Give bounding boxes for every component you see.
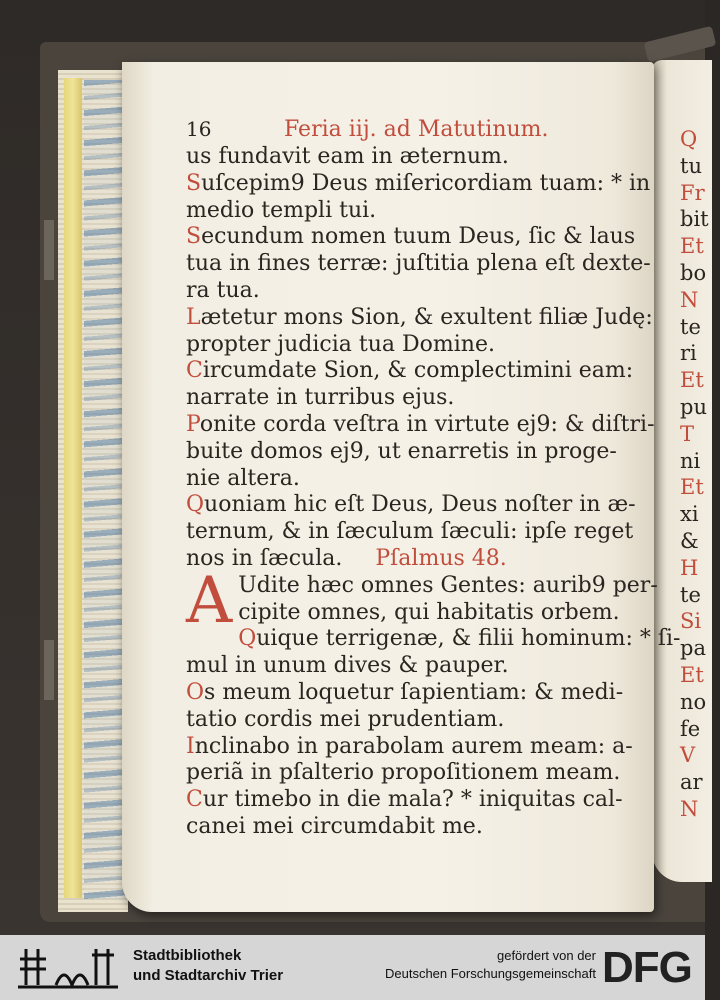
verse-text: uique terrigenæ, & filii hominum: * ſi-: [256, 626, 681, 652]
verse-text: narrate in turribus ejus.: [186, 385, 455, 411]
verse-text: nie altera.: [186, 465, 300, 491]
facing-line-fragment: pa: [680, 636, 706, 661]
library-name-line2: und Stadtarchiv Trier: [133, 967, 284, 984]
verse-line: [186, 787, 656, 814]
facing-line-fragment: V: [680, 743, 696, 768]
verse-line: [186, 412, 656, 439]
verse-text: tatio cordis mei prudentiam.: [186, 706, 505, 732]
verse-line: [186, 466, 656, 493]
facing-line-fragment: H: [680, 555, 699, 580]
verse-line: [186, 251, 656, 278]
library-name-line1: Stadtbibliothek: [133, 947, 242, 964]
verse-line: [186, 439, 656, 466]
verse-line: [186, 707, 656, 734]
verse-text: uſcepim9 Deus miſericordiam tuam: * in: [201, 170, 651, 196]
facing-line-fragment: Si: [680, 609, 702, 634]
facing-line-fragment: Et: [680, 662, 704, 687]
verse-text: ternum, & in ſæculum ſæculi: ipſe reget: [186, 519, 634, 545]
verse-text: periã in pſalterio propoſitionem meam.: [186, 760, 621, 786]
verse-text: medio templi tui.: [186, 197, 377, 223]
facing-line-fragment: Fr: [680, 180, 705, 205]
funding-line2: Deutschen Forschungsgemeinschaft: [384, 966, 596, 981]
verse-line: [186, 171, 656, 198]
verse-text: buite domos ej9, ut enarretis in proge-: [186, 438, 617, 464]
verse-text: canei mei circumdabit me.: [186, 813, 483, 839]
verse-line: [186, 492, 656, 519]
verse-text: ætetur mons Sion, & exultent filiæ Judę:: [200, 304, 653, 330]
verse-line: [186, 734, 656, 761]
verse-text: ur timebo in die mala? * iniquitas cal-: [202, 787, 623, 813]
rubric-initial: P: [186, 411, 200, 437]
verse-text: nos in ſæcula.: [186, 545, 343, 571]
facing-line-fragment: ni: [680, 448, 701, 473]
verse-text: tua in fines terræ: juſtitia plena eſt dexte-: [186, 251, 651, 277]
clasp-hinge-upper: [44, 220, 54, 280]
page-number: 16: [186, 117, 212, 141]
verse-line: [186, 519, 656, 546]
verse-line: [186, 626, 681, 653]
facing-line-fragment: tu: [680, 153, 702, 178]
library-logo-icon: [16, 945, 120, 989]
funding-line1: gefördert von der: [496, 948, 596, 963]
facing-line-fragment: Et: [680, 475, 704, 500]
verse-line: [186, 385, 656, 412]
running-header: [186, 114, 656, 144]
facing-line-fragment: pu: [680, 394, 707, 419]
rubric-initial: I: [186, 733, 195, 759]
footer-bar: [0, 935, 705, 1000]
facing-page-text: [680, 126, 720, 823]
verse-text: propter judicia tua Domine.: [186, 331, 495, 357]
verse-line: [186, 305, 656, 332]
verse-line: [186, 224, 656, 251]
verse-line: [186, 358, 656, 385]
gilded-edge: [64, 78, 82, 898]
verse-text: ra tua.: [186, 277, 260, 303]
verse-line: cipite omnes, qui habitatis orbem.: [238, 599, 620, 625]
facing-line-fragment: fe: [680, 716, 701, 741]
verse-line: [186, 653, 656, 680]
facing-line-fragment: N: [680, 287, 699, 312]
facing-line-fragment: te: [680, 314, 701, 339]
psalm-opening: [186, 563, 658, 638]
facing-line-fragment: T: [680, 421, 695, 446]
verse-text: s meum loquetur ſapientiam: & medi-: [204, 679, 624, 705]
drop-cap: A: [186, 563, 233, 638]
verse-block-2: [186, 626, 681, 840]
rubric-initial: C: [186, 358, 203, 384]
verse-line: Udite hæc omnes Gentes: aurib9 per-: [238, 572, 658, 598]
facing-line-fragment: te: [680, 582, 701, 607]
dfg-logo: DFG: [602, 943, 692, 992]
psalm-heading-line: [186, 546, 656, 573]
facing-line-fragment: &: [680, 528, 699, 553]
rubric-initial: Q: [238, 626, 257, 652]
verse-text: nclinabo in parabolam aurem meam: a-: [194, 733, 633, 759]
facing-line-fragment: no: [680, 689, 707, 714]
library-name: [133, 946, 283, 986]
verse-text: ircumdate Sion, & complectimini eam:: [202, 358, 634, 384]
facing-line-fragment: ar: [680, 770, 703, 795]
rubric-initial: L: [186, 304, 201, 330]
page-text: [186, 114, 681, 841]
verse-block-1: [186, 144, 656, 546]
verse-text: uoniam hic eſt Deus, Deus noſter in æ-: [204, 492, 636, 518]
clasp-hinge-lower: [44, 640, 54, 700]
marbled-edge: [84, 80, 126, 900]
rubric-initial: Q: [186, 492, 205, 518]
verse-line: [186, 680, 656, 707]
rubric-initial: S: [186, 224, 202, 250]
facing-line-fragment: bo: [680, 260, 707, 285]
verse-line: [186, 332, 656, 359]
verse-text: ecundum nomen tuum Deus, ſic & laus: [201, 224, 636, 250]
verse-text: onite corda veſtra in virtute ej9: & diſtri-: [199, 411, 655, 437]
facing-line-fragment: Q: [680, 127, 698, 151]
facing-line-fragment: Et: [680, 368, 704, 393]
verse-line: [186, 760, 656, 787]
funding-credit: [330, 947, 596, 983]
facing-line-fragment: bit: [680, 207, 709, 232]
verse-text: us fundavit eam in æternum.: [186, 144, 509, 169]
running-head-title: Feria iij. ad Matutinum.: [284, 117, 549, 142]
psalm-heading: Pſalmus 48.: [375, 545, 507, 571]
rubric-initial: O: [186, 679, 205, 705]
facing-line-fragment: Et: [680, 234, 704, 259]
facing-line-fragment: xi: [680, 502, 699, 527]
verse-line: [186, 144, 656, 171]
verse-line: [186, 198, 656, 225]
rubric-initial: S: [186, 170, 202, 196]
verse-line: [186, 814, 656, 841]
facing-line-fragment: N: [680, 796, 699, 821]
verse-text: mul in unum dives & pauper.: [186, 653, 509, 679]
facing-line-fragment: ri: [680, 341, 697, 366]
rubric-initial: C: [186, 787, 203, 813]
verse-line: [186, 278, 656, 305]
